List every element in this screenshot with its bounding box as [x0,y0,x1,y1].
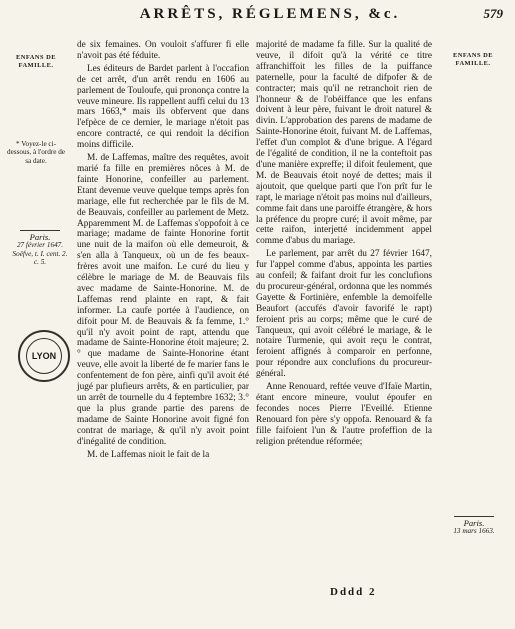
paragraph: majorité de madame fa fille. Sur la qualité de veuve, il difoit qu'à la vérité ce titre affranchiffoit les filles de la puiffance paternelle, pour la faculté de difpofer & de contracter; mais qu'il ne retranchoit rien de l'honneur & de l'obéiffance que les enfans doivent à leur père, fuivant le droit naturel & divin. L'approbation des parens de madame de Sainte-Honorine étoit, fuivant M. de Laffemas, l'effet d'un complot & d'une brigue. A l'égard de l'égalité de condition, il ne la conteftoit pas d'une manière expreffe; il difoit feulement, que M. de Beauvais étoit noyé de dettes; mais il ajoutoit, que quelque parti que l'on prît fur le rapt, le mariage n'étoit pas moins nul d'ailleurs, comme fait dans une paroiffe étrangère, & hors la préfence du propre curé; il avoit même, par cette raifon, interjetté incidemment appel comme d'abus du mariage. [256,40,432,247]
page-number: 579 [483,6,503,21]
margin-note-paris-1663 [444,514,504,536]
margin-note-paris-1647 [10,228,70,267]
margin-rule [20,230,60,231]
paragraph: Anne Renouard, reftée veuve d'Ifaïe Martin, étant encore mineure, voulut époufer en fecondes noces Pierre l'Eveillé. Etienne Renouard fon père s'y oppofa. Renouard & fa fille faifoient l'un & l'autre profeffion de la religion prétendue réformée; [256,382,432,447]
margin-date: 13 mars 1663. [453,527,495,536]
right-column [256,40,432,448]
paragraph: M. de Laffemas nioit le fait de la [87,449,210,460]
margin-note-voyez: * Voyez-le ci-dessous, à l'ordre de sa date. [7,140,65,165]
margin-note-enfans-left: ENFANS DE FAMILLE. [15,54,57,70]
running-title: ARRÊTS, RÉGLEMENS, &c. [139,6,401,22]
margin-place: Paris. [29,232,51,242]
margin-reference: Soëfve, t. I. cent. 2. c. 5. [12,249,68,267]
margin-place: Paris. [463,518,485,528]
margin-rule [454,516,494,517]
paragraph: de six femaines. On vouloit s'affurer fi elle n'avoit pas été féduite. [77,40,249,61]
paragraph: Le parlement, par arrêt du 27 février 1647, fur l'appel comme d'abus, appointa les parties au confeil; & faifant droit fur les conclufions du procureur-général, ordonna que les nommés Gayette & Fortinière, enfemble la demoifelle Beaufort (accufés d'avoir favorifé le rapt) feroient pris au corps; même que le curé de Tanqueux, qui avoit célébré le mariage, & le notaire Turmenie, qui avoit reçu le contrat, feroient affignés à comparoir en perfonne, pour répondre aux conclufions du procureur-général. [256,249,432,380]
paragraph: M. de Laffemas, maître des requêtes, avoit marié fa fille en premières nôces à M. de fainte Honorine, confeiller au parlement. Etant devenue veuve quelque temps après fon mariage, elle fut recherchée par le fils de M. de Beauvais, confeiller au parlement de Metz. Apparemment M. de Laffemas s'oppofoit à ce mariage; madame de fainte Honorine fortit une nuit de la maifon où elle demeuroit, & s'en alla à Tanqueux, où un de fes beaux-frères avoit une maifon. Le curé du lieu y célèbre le mariage de M. de Beauvais fils avec madame de Sainte-Honorine. M. de Laffemas rend plainte en rapt, & fait informer. La caufe portée à l'audience, on difoit pour M. de Beauvais & fa femme, 1.° qu'il n'y avoit point de rapt, attendu que madame de Sainte-Honorine étoit majeure; 2.° que madame de Sainte-Honorine étant veuve, elle avoit la liberté de fe marier fans le confentement de fon père, ainfi qu'il avoit été jugé par plufieurs arrêts, & en particulier, par un arrêt de tournelle du 4 feptembre 1632; 3.° que la plus grande partie des parens de madame de Sainte Honorine avoit figné fon contrat de mariage, & qu'il n'y avoit point d'inégalité de condition. [77,153,249,447]
library-stamp [18,330,70,382]
signature-mark: Dddd 2 [330,586,377,598]
paragraph: Les éditeurs de Bardet parlent à l'occafion de cet arrêt, d'un arrêt rendu en 1606 au parlement de Touloufe, qui prononça contre la veuve mineure. Ils rappellent auffi celui du 13 mars 1663,* mais ils obfervent que dans l'efpèce de ce dernier, le mariage n'étoit pas encore contracté, ce qui rendoit la décifion moins difficile. [77,63,249,151]
left-column [77,40,249,460]
stamp-center: LYON [26,338,62,374]
margin-date: 27 février 1647. [16,241,64,250]
margin-note-enfans-right: ENFANS DE FAMILLE. [452,52,494,68]
